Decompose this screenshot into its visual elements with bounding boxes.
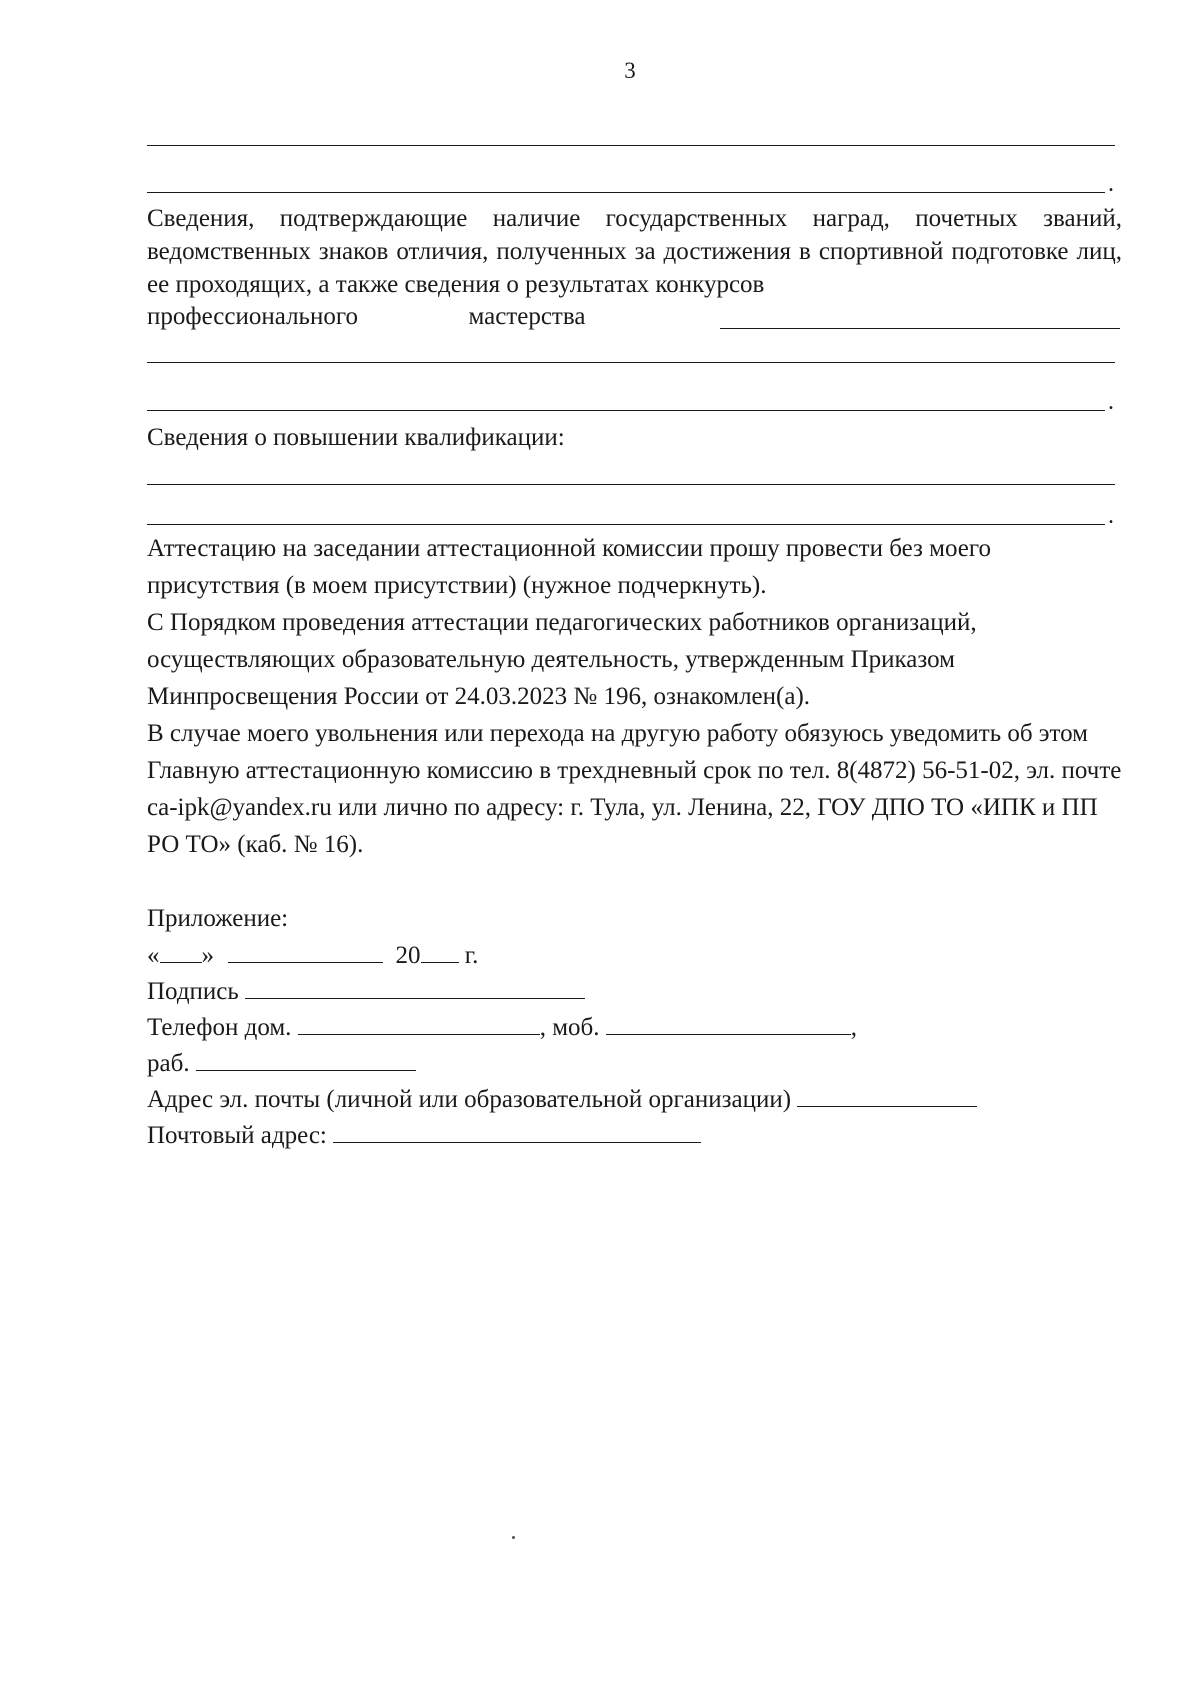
signature-field[interactable] bbox=[245, 976, 585, 999]
fill-line bbox=[147, 192, 1105, 193]
scan-speck bbox=[512, 1536, 515, 1539]
attachment-label: Приложение: bbox=[147, 905, 289, 932]
email-field[interactable] bbox=[797, 1084, 977, 1107]
postal-label: Почтовый адрес: bbox=[147, 1122, 327, 1149]
fill-line bbox=[147, 484, 1115, 485]
date-day-field[interactable] bbox=[160, 940, 202, 963]
phone-work-label: раб. bbox=[147, 1050, 190, 1077]
fill-line bbox=[147, 145, 1115, 146]
awards-last-word-1: профессионального bbox=[147, 303, 358, 330]
date-year-field[interactable] bbox=[421, 940, 459, 963]
quote-open: « bbox=[147, 942, 160, 969]
line-end-period: . bbox=[1108, 503, 1114, 529]
postal-row bbox=[147, 1120, 701, 1151]
line-end-period: . bbox=[1108, 171, 1114, 197]
signature-row bbox=[147, 976, 585, 1007]
date-month-field[interactable] bbox=[228, 940, 383, 963]
postal-field[interactable] bbox=[333, 1120, 701, 1143]
phone-row bbox=[147, 1012, 857, 1043]
order-paragraph: С Порядком проведения аттестации педагогических работников организаций, осуществляющих образовательную деятельность, утвержденным Приказом Минпросвещения России от 24.03.2023 № 196, ознакомлен(а). bbox=[147, 609, 977, 710]
phone-mobile-label: , моб. bbox=[539, 1014, 600, 1041]
statement-block bbox=[147, 530, 1122, 863]
awards-input-line[interactable] bbox=[720, 306, 1120, 329]
line-end-period: . bbox=[1108, 389, 1114, 415]
phone-comma: , bbox=[850, 1014, 857, 1041]
attestation-paragraph: Аттестацию на заседании аттестационной комиссии прошу провести без моего присутствия (в моем присутствии) (нужное подчеркнуть). bbox=[147, 535, 991, 599]
fill-line bbox=[147, 410, 1105, 411]
awards-last-line bbox=[147, 302, 1122, 332]
email-row bbox=[147, 1084, 977, 1115]
year-suffix: г. bbox=[464, 942, 479, 969]
quote-close: » bbox=[201, 942, 214, 969]
page-number: 3 bbox=[624, 58, 636, 83]
email-label: Адрес эл. почты (личной или образовательной организации) bbox=[147, 1086, 792, 1113]
phone-home-label: Телефон дом. bbox=[147, 1014, 292, 1041]
phone-work-field[interactable] bbox=[196, 1048, 416, 1071]
phone-mobile-field[interactable] bbox=[606, 1012, 851, 1035]
notice-paragraph: В случае моего увольнения или перехода на другую работу обязуюсь уведомить об этом Главную аттестационную комиссию в трехдневный срок по тел. 8(4872) 56-51-02, эл. почте ca-ipk@yandex.ru или лично по адресу: г. Тула, ул. Ленина, 22, ГОУ ДПО ТО «ИПК и ПП РО ТО» (каб. № 16). bbox=[147, 720, 1122, 858]
date-row bbox=[147, 940, 478, 971]
phone-home-field[interactable] bbox=[298, 1012, 540, 1035]
fill-line bbox=[147, 362, 1115, 363]
qualification-label: Сведения о повышении квалификации: bbox=[147, 424, 565, 451]
phone-work-row bbox=[147, 1048, 416, 1079]
awards-last-word-2: мастерства bbox=[468, 303, 586, 330]
fill-line bbox=[147, 524, 1105, 525]
awards-paragraph bbox=[147, 202, 1122, 301]
year-prefix: 20 bbox=[395, 942, 421, 969]
signature-label: Подпись bbox=[147, 978, 239, 1005]
awards-text: Сведения, подтверждающие наличие государственных наград, почетных званий, ведомственных знаков отличия, полученных за достижения в спортивной подготовке лиц, ее проходящих, а также сведения о результатах конкурсов bbox=[147, 205, 1122, 298]
